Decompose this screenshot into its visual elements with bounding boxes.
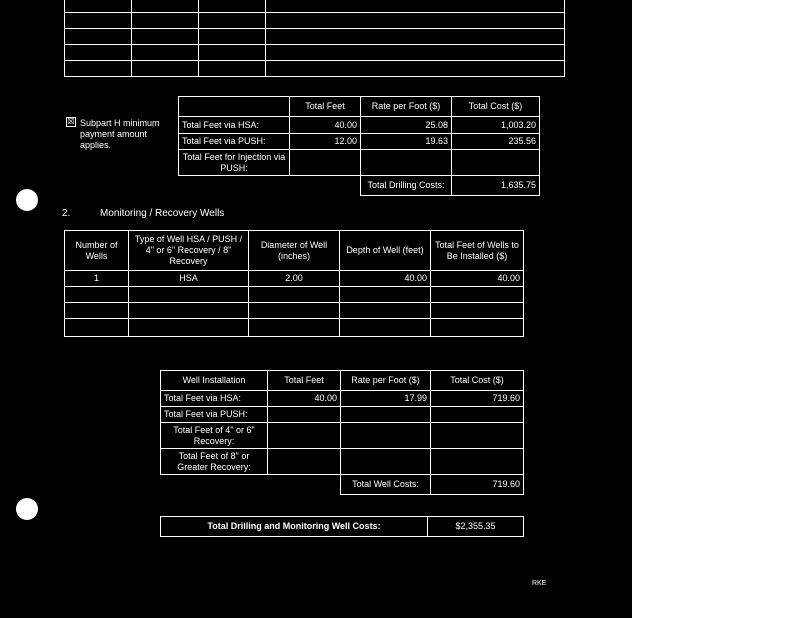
wells-header-total: Total Feet of Wells to Be Installed ($) <box>431 231 524 271</box>
drilling-row-label: Total Feet via PUSH: <box>179 134 290 150</box>
wells-header-count: Number of Wells <box>65 231 129 271</box>
drilling-row-rate: 19.63 <box>361 134 452 150</box>
drilling-header-blank <box>179 97 290 117</box>
drilling-row-rate <box>361 150 452 176</box>
footer-mark: RKE <box>532 580 547 587</box>
drilling-row-feet: 12.00 <box>290 134 361 150</box>
install-header-cost: Total Cost ($) <box>431 371 524 391</box>
binder-hole-top <box>16 189 38 211</box>
drilling-row-cost: 1,003.20 <box>452 117 540 134</box>
subpart-h-note: Subpart H minimum payment amount applies. <box>80 118 160 150</box>
install-header-feet: Total Feet <box>268 371 341 391</box>
wells-table <box>64 230 524 337</box>
wells-row-count: 1 <box>65 271 129 287</box>
total-drilling-costs-value: 1,635.75 <box>452 176 540 196</box>
wells-row-diameter: 2.00 <box>249 271 340 287</box>
install-row-label: Total Feet of 4" or 6" Recovery: <box>161 423 268 449</box>
install-header-rate: Rate per Foot ($) <box>341 371 431 391</box>
drilling-row-cost: 235.56 <box>452 134 540 150</box>
install-row-rate <box>341 449 431 475</box>
subpart-h-checkbox: ☒ <box>67 117 75 126</box>
wells-header-type: Type of Well HSA / PUSH / 4" or 6" Recovery / 8" Recovery <box>129 231 249 271</box>
install-row-feet: 40.00 <box>268 391 341 407</box>
install-row-rate <box>341 407 431 423</box>
drilling-header-rate: Rate per Foot ($) <box>361 97 452 117</box>
drilling-row-label: Total Feet via HSA: <box>179 117 290 134</box>
total-well-costs-value: 719.60 <box>431 475 524 495</box>
binder-hole-bottom <box>16 498 38 520</box>
install-row-rate: 17.99 <box>341 391 431 407</box>
wells-header-depth: Depth of Well (feet) <box>340 231 431 271</box>
install-row-label: Total Feet via PUSH: <box>161 407 268 423</box>
install-row-rate <box>341 423 431 449</box>
grand-total-label: Total Drilling and Monitoring Well Costs: <box>161 517 428 537</box>
install-header-label: Well Installation <box>161 371 268 391</box>
wells-header-diameter: Diameter of Well (inches) <box>249 231 340 271</box>
install-row-feet <box>268 423 341 449</box>
drilling-row-feet <box>290 150 361 176</box>
install-row-cost <box>431 407 524 423</box>
total-well-costs-label: Total Well Costs: <box>341 475 431 495</box>
install-row-label: Total Feet via HSA: <box>161 391 268 407</box>
install-row-label: Total Feet of 8" or Greater Recovery: <box>161 449 268 475</box>
install-row-cost <box>431 449 524 475</box>
install-row-cost <box>431 423 524 449</box>
drilling-header-cost: Total Cost ($) <box>452 97 540 117</box>
well-installation-table <box>160 370 524 495</box>
wells-row-depth: 40.00 <box>340 271 431 287</box>
total-drilling-costs-label: Total Drilling Costs: <box>361 176 452 196</box>
section-number: 2. <box>62 208 71 219</box>
drilling-header-feet: Total Feet <box>290 97 361 117</box>
drilling-costs-table <box>178 96 540 196</box>
install-row-feet <box>268 407 341 423</box>
grand-total-value: $2,355.35 <box>428 517 524 537</box>
install-row-cost: 719.60 <box>431 391 524 407</box>
drilling-row-cost <box>452 150 540 176</box>
drilling-row-label: Total Feet for Injection via PUSH: <box>179 150 290 176</box>
wells-row-total: 40.00 <box>431 271 524 287</box>
previous-section-table <box>64 0 565 77</box>
install-row-feet <box>268 449 341 475</box>
wells-row-type: HSA <box>129 271 249 287</box>
drilling-row-rate: 25.08 <box>361 117 452 134</box>
grand-total-table <box>160 516 524 537</box>
drilling-row-feet: 40.00 <box>290 117 361 134</box>
section-title: Monitoring / Recovery Wells <box>100 208 225 219</box>
